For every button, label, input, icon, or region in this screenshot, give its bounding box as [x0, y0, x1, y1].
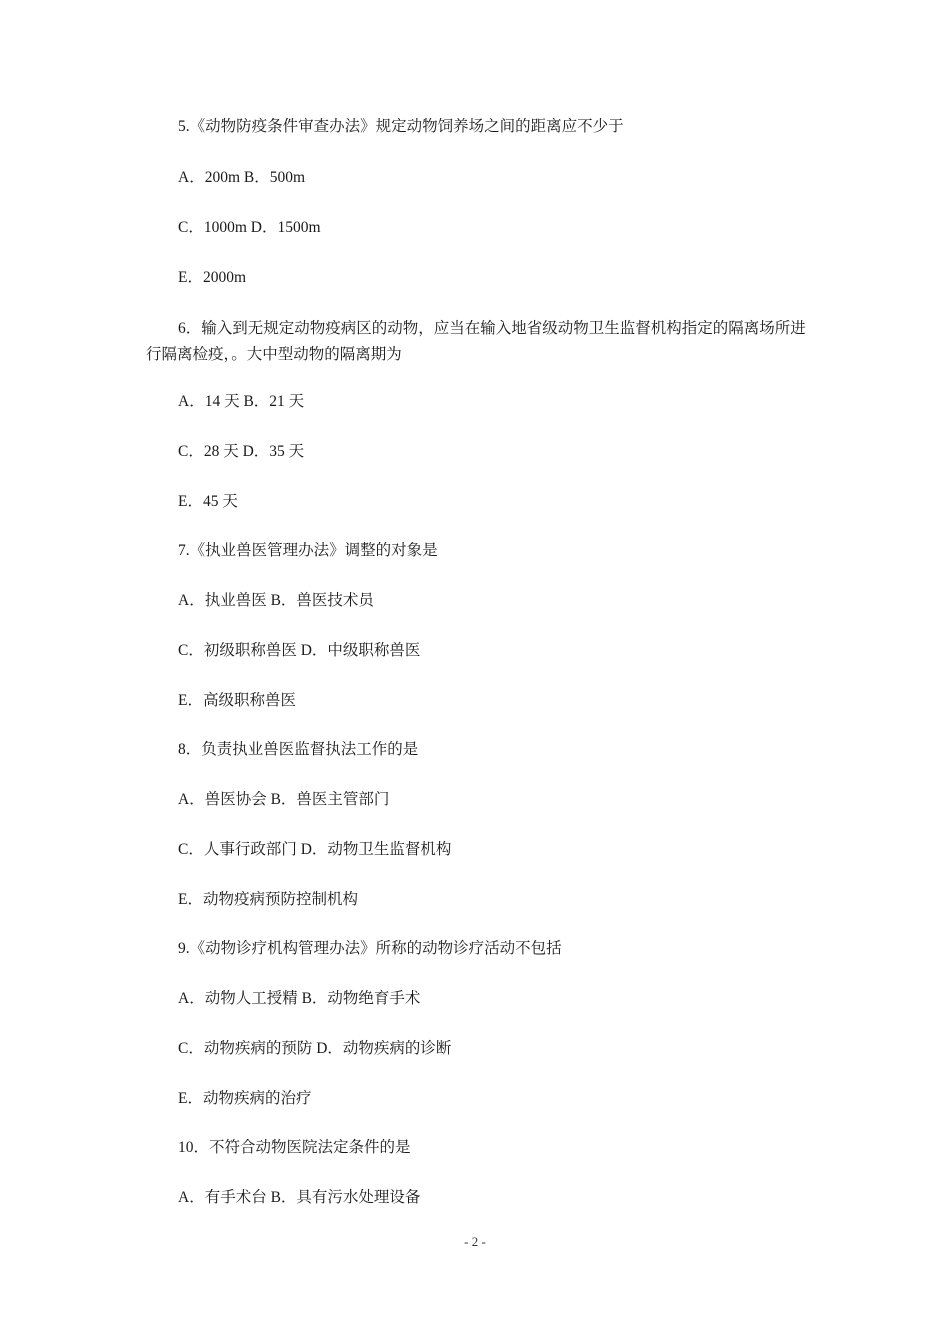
question-7-options-ab: A．执业兽医 B．兽医技术员 — [178, 592, 374, 609]
question-8-options-cd: C．人事行政部门 D．动物卫生监督机构 — [178, 841, 452, 858]
question-7-options-cd: C．初级职称兽医 D．中级职称兽医 — [178, 642, 421, 659]
question-9-options-ab: A．动物人工授精 B．动物绝育手术 — [178, 990, 421, 1007]
question-9-option-e: E．动物疾病的治疗 — [178, 1090, 312, 1107]
question-7-stem: 7.《执业兽医管理办法》调整的对象是 — [178, 542, 438, 559]
question-7-option-e: E．高级职称兽医 — [178, 692, 296, 709]
question-6-option-e: E．45 天 — [178, 493, 238, 510]
question-9-stem: 9.《动物诊疗机构管理办法》所称的动物诊疗活动不包括 — [178, 940, 562, 957]
question-10-options-ab: A．有手术台 B．具有污水处理设备 — [178, 1189, 421, 1206]
page-number: - 2 - — [464, 1234, 486, 1249]
question-5-stem: 5.《动物防疫条件审查办法》规定动物饲养场之间的距离应不少于 — [178, 118, 624, 135]
question-8-option-e: E．动物疫病预防控制机构 — [178, 891, 358, 908]
question-6-stem: 6．输入到无规定动物疫病区的动物，应当在输入地省级动物卫生监督机构指定的隔离场所进行隔离检疫，。大中型动物的隔离期为 — [146, 320, 806, 363]
question-5-options-ab: A．200m B．500m — [178, 169, 306, 186]
question-8-stem: 8．负责执业兽医监督执法工作的是 — [178, 741, 419, 758]
question-5-options-cd: C．1000m D．1500m — [178, 219, 321, 236]
question-6-options-ab: A．14 天 B．21 天 — [178, 393, 305, 410]
question-5-option-e: E．2000m — [178, 269, 247, 286]
question-9-options-cd: C．动物疾病的预防 D．动物疾病的诊断 — [178, 1040, 452, 1057]
question-8-options-ab: A．兽医协会 B．兽医主管部门 — [178, 791, 390, 808]
question-10-stem: 10．不符合动物医院法定条件的是 — [178, 1139, 411, 1156]
question-6-options-cd: C．28 天 D．35 天 — [178, 443, 305, 460]
